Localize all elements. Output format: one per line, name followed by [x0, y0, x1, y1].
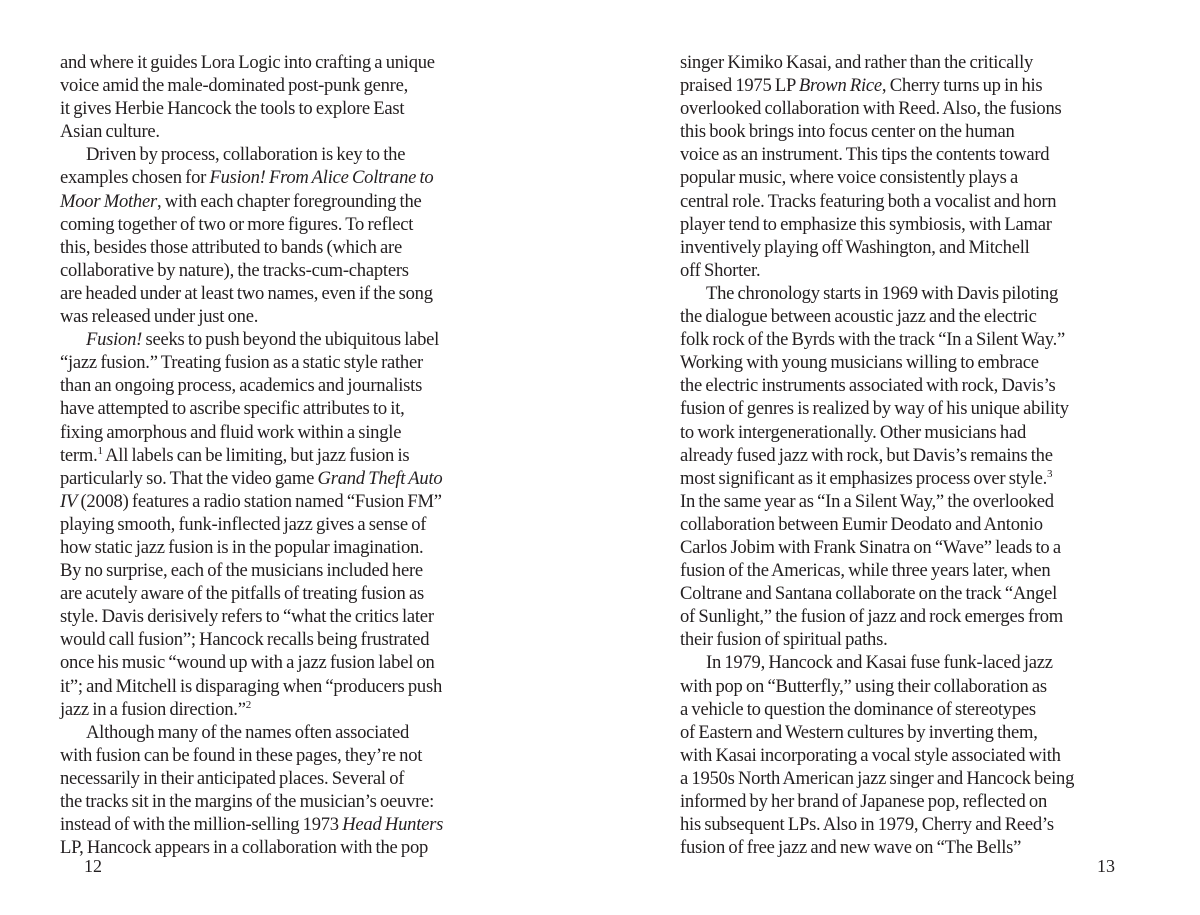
text-line — [60, 444, 443, 467]
text-span: are headed under at least two names, even if the song — [60, 282, 433, 304]
text-line — [60, 744, 443, 767]
text-line — [680, 282, 1074, 305]
text-line — [60, 582, 443, 605]
text-line — [680, 675, 1074, 698]
text-line — [680, 143, 1074, 166]
text-span: , with each chapter foregrounding the — [156, 190, 422, 212]
text-span: fusion of free jazz and new wave on “The Bells” — [680, 837, 1022, 859]
text-line — [680, 536, 1074, 559]
text-span: would call fusion”; Hancock recalls being frustrated — [60, 629, 430, 651]
text-span: his subsequent LPs. Also in 1979, Cherry and Reed’s — [680, 814, 1054, 836]
text-span: Working with young musicians willing to embrace — [680, 352, 1039, 374]
text-span: collaboration between Eumir Deodato and Antonio — [680, 513, 1043, 535]
text-span: The chronology starts in 1969 with Davis piloting — [706, 282, 1059, 304]
text-span: By no surprise, each of the musicians included here — [60, 560, 423, 582]
text-line — [60, 305, 443, 328]
text-line — [680, 698, 1074, 721]
text-span: folk rock of the Byrds with the track “In a Silent Way.” — [680, 329, 1066, 351]
text-line — [680, 374, 1074, 397]
body-text — [60, 51, 443, 859]
text-span: have attempted to ascribe specific attributes to it, — [60, 398, 405, 420]
text-line — [680, 467, 1074, 490]
text-line — [60, 120, 443, 143]
text-span: Driven by process, collaboration is key to the — [86, 144, 406, 166]
text-line — [680, 397, 1074, 420]
text-line — [680, 421, 1074, 444]
text-span: examples chosen for — [60, 167, 210, 189]
italic-title: IV — [60, 490, 78, 512]
text-line — [60, 74, 443, 97]
text-line — [60, 328, 443, 351]
italic-title: Fusion! From Alice Coltrane to — [209, 167, 434, 189]
text-line — [60, 51, 443, 74]
text-line — [60, 767, 443, 790]
text-span: once his music “wound up with a jazz fusion label on — [60, 652, 435, 674]
text-span: Asian culture. — [60, 121, 160, 143]
text-line — [60, 190, 443, 213]
italic-title: Fusion! — [86, 329, 143, 351]
text-line — [60, 236, 443, 259]
text-line — [60, 813, 443, 836]
text-line — [60, 421, 443, 444]
text-line — [680, 328, 1074, 351]
text-line — [680, 51, 1074, 74]
text-span: most significant as it emphasizes process over style. — [680, 467, 1048, 489]
text-line — [60, 213, 443, 236]
text-line — [680, 836, 1074, 859]
text-line — [680, 767, 1074, 790]
text-span: and where it guides Lora Logic into crafting a unique — [60, 52, 435, 73]
text-line — [60, 790, 443, 813]
text-line — [680, 213, 1074, 236]
text-line — [680, 444, 1074, 467]
text-line — [60, 698, 443, 721]
text-line — [680, 97, 1074, 120]
text-line — [60, 374, 443, 397]
text-line — [680, 813, 1074, 836]
text-span: overlooked collaboration with Reed. Also, the fusions — [680, 98, 1062, 120]
text-line — [60, 536, 443, 559]
text-span: of Eastern and Western cultures by inverting them, — [680, 721, 1038, 743]
text-span: central role. Tracks featuring both a vocalist and horn — [680, 190, 1057, 212]
right-page — [600, 0, 1200, 915]
text-span: fusion of genres is realized by way of his unique ability — [680, 398, 1069, 420]
text-line — [680, 744, 1074, 767]
text-span: fixing amorphous and fluid work within a single — [60, 421, 402, 443]
text-span: than an ongoing process, academics and journalists — [60, 375, 423, 397]
italic-title: Moor Mother — [60, 190, 157, 212]
text-span: term. — [60, 444, 98, 466]
text-line — [60, 490, 443, 513]
text-span: Although many of the names often associated — [86, 721, 410, 743]
italic-title: Brown Rice — [798, 75, 882, 97]
text-line — [60, 721, 443, 744]
text-span: playing smooth, funk-inflected jazz gives a sense of — [60, 513, 427, 535]
italic-title: Head Hunters — [342, 814, 444, 836]
text-line — [60, 351, 443, 374]
page-number: 13 — [1097, 856, 1115, 876]
page-number: 12 — [84, 856, 102, 876]
text-span: this, besides those attributed to bands (which are — [60, 236, 402, 258]
text-line — [680, 166, 1074, 189]
text-span: style. Davis derisively refers to “what the critics later — [60, 606, 434, 628]
text-span: Coltrane and Santana collaborate on the track “Angel — [680, 583, 1058, 605]
text-span: instead of with the million-selling 1973 — [60, 814, 343, 836]
text-span: popular music, where voice consistently plays a — [680, 167, 1019, 189]
text-span: particularly so. That the video game — [60, 467, 318, 489]
text-span: it”; and Mitchell is disparaging when “producers push — [60, 675, 443, 697]
text-span: jazz in a fusion direction.” — [60, 698, 246, 720]
text-span: this book brings into focus center on the human — [680, 121, 1015, 143]
text-span: (2008) features a radio station named “Fusion FM” — [77, 490, 442, 512]
text-line — [680, 351, 1074, 374]
text-line — [60, 513, 443, 536]
text-line — [680, 305, 1074, 328]
text-span: voice amid the male-dominated post-punk genre, — [60, 75, 409, 97]
footnote-ref: 2 — [245, 698, 251, 711]
text-span: with pop on “Butterfly,” using their collaboration as — [680, 675, 1047, 697]
text-line — [680, 120, 1074, 143]
text-span: to work intergenerationally. Other musicians had — [680, 421, 1026, 443]
text-span: it gives Herbie Hancock the tools to explore East — [60, 98, 405, 120]
text-span: player tend to emphasize this symbiosis, with Lamar — [680, 213, 1052, 235]
text-line — [680, 236, 1074, 259]
text-span: informed by her brand of Japanese pop, reflected on — [680, 791, 1047, 812]
text-line — [680, 513, 1074, 536]
text-line — [680, 790, 1074, 813]
text-span: inventively playing off Washington, and Mitchell — [680, 236, 1030, 258]
text-line — [680, 190, 1074, 213]
text-span: was released under just one. — [60, 306, 259, 328]
text-span: LP, Hancock appears in a collaboration with the pop — [60, 837, 429, 859]
italic-title: Grand Theft Auto — [317, 467, 443, 489]
text-line — [60, 397, 443, 420]
footnote-ref: 3 — [1047, 467, 1053, 480]
text-line — [680, 559, 1074, 582]
text-line — [680, 721, 1074, 744]
text-line — [680, 490, 1074, 513]
text-span: the tracks sit in the margins of the musician’s oeuvre: — [60, 791, 435, 812]
body-text — [680, 51, 1074, 859]
text-span: collaborative by nature), the tracks-cum-chapters — [60, 259, 409, 281]
text-span: the electric instruments associated with rock, Davis’s — [680, 375, 1056, 397]
text-span: In 1979, Hancock and Kasai fuse funk-laced jazz — [706, 652, 1053, 674]
text-line — [60, 651, 443, 674]
text-span: fusion of the Americas, while three years later, when — [680, 560, 1051, 582]
text-span: the dialogue between acoustic jazz and the electric — [680, 306, 1037, 328]
text-span: off Shorter. — [680, 259, 761, 281]
footnote-ref: 1 — [97, 444, 103, 457]
text-line — [60, 166, 443, 189]
text-span: praised 1975 LP — [680, 75, 799, 97]
text-line — [60, 836, 443, 859]
text-line — [60, 282, 443, 305]
text-line — [60, 605, 443, 628]
text-span: In the same year as “In a Silent Way,” the overlooked — [680, 490, 1054, 512]
text-span: a vehicle to question the dominance of stereotypes — [680, 698, 1036, 720]
text-span: seeks to push beyond the ubiquitous label — [142, 329, 440, 351]
text-span: necessarily in their anticipated places. Several of — [60, 767, 405, 789]
text-span: coming together of two or more figures. To reflect — [60, 213, 414, 235]
text-line — [60, 143, 443, 166]
text-line — [680, 605, 1074, 628]
text-line — [60, 675, 443, 698]
text-line — [680, 628, 1074, 651]
text-span: are acutely aware of the pitfalls of treating fusion as — [60, 583, 424, 605]
text-span: with fusion can be found in these pages, they’re not — [60, 744, 423, 766]
text-line — [60, 559, 443, 582]
text-line — [60, 259, 443, 282]
text-span: a 1950s North American jazz singer and Hancock being — [680, 767, 1075, 789]
text-span: singer Kimiko Kasai, and rather than the critically — [680, 52, 1034, 73]
text-span: their fusion of spiritual paths. — [680, 629, 888, 651]
text-span: All labels can be limiting, but jazz fusion is — [102, 444, 410, 466]
text-span: how static jazz fusion is in the popular imagination. — [60, 536, 424, 558]
text-span: “jazz fusion.” Treating fusion as a static style rather — [60, 352, 423, 374]
text-span: Carlos Jobim with Frank Sinatra on “Wave” leads to a — [680, 536, 1061, 558]
text-line — [60, 97, 443, 120]
text-line — [680, 74, 1074, 97]
text-span: already fused jazz with rock, but Davis’s remains the — [680, 444, 1053, 466]
text-span: voice as an instrument. This tips the contents toward — [680, 144, 1050, 166]
text-line — [680, 259, 1074, 282]
text-span: with Kasai incorporating a vocal style associated with — [680, 744, 1061, 766]
text-line — [680, 651, 1074, 674]
text-span: , Cherry turns up in his — [881, 75, 1043, 97]
text-span: of Sunlight,” the fusion of jazz and rock emerges from — [680, 606, 1064, 628]
text-line — [680, 582, 1074, 605]
text-line — [60, 467, 443, 490]
text-line — [60, 628, 443, 651]
